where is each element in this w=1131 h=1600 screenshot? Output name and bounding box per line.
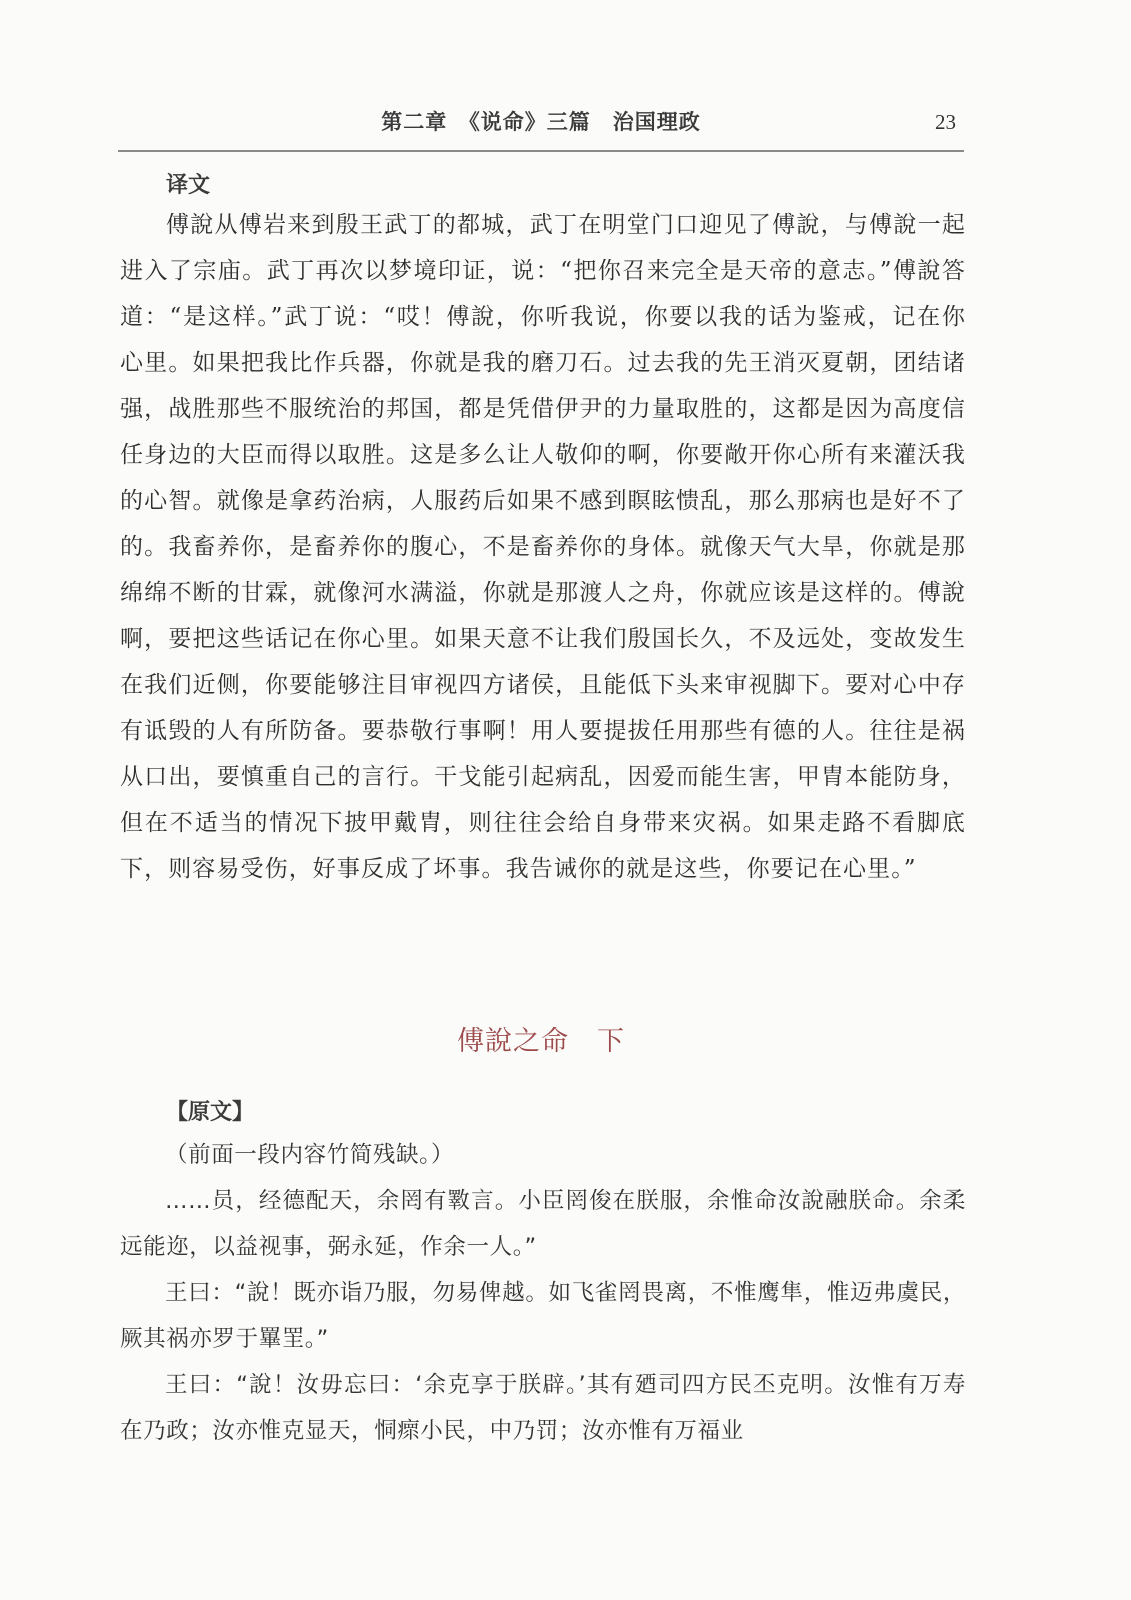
original-paragraph: （前面一段内容竹简残缺。） — [165, 1142, 455, 1168]
section-title: 傅說之命 下 — [457, 1026, 625, 1057]
original-text-label: 【原文】 — [166, 1100, 255, 1125]
translation-label: 译文 — [166, 173, 211, 198]
translation-paragraph: 傅說从傅岩来到殷王武丁的都城，武丁在明堂门口迎见了傅說，与傅說一起进入了宗庙。武丁再次以梦境印证，说：“把你召来完全是天帝的意志。”傅說答道：“是这样。”武丁说：“哎！傅說，你听我说，你要以我的话为鉴戒，记在你心里。如果把我比作兵器，你就是我的磨刀石。过去我的先王消灭夏朝，团结诸强，战胜那些不服统治的邦国，都是凭借伊尹的力量取胜的，这都是因为高度信任身边的大臣而得以取胜。这是多么让人敬仰的啊，你要敞开你心所有来灌沃我的心智。就像是拿药治病，人服药后如果不感到瞑眩愦乱，那么那病也是好不了的。我畜养你，是畜养你的腹心，不是畜养你的身体。就像天气大旱，你就是那绵绵不断的甘霖，就像河水满溢，你就是那渡人之舟，你就应该是这样的。傅說啊，要把这些话记在你心里。如果天意不让我们殷国长久，不及远处，变故发生在我们近侧，你要能够注目审视四方诸侯，且能低下头来审视脚下。要对心中存有诋毁的人有所防备。要恭敬行事啊！用人要提拔任用那些有德的人。往往是祸从口出，要慎重自己的言行。干戈能引起病乱，因爱而能生害，甲胄本能防身，但在不适当的情况下披甲戴胄，则往往会给自身带来灾祸。如果走路不看脚底下，则容易受伤，好事反成了坏事。我告诫你的就是这些，你要记在心里。” — [120, 212, 966, 882]
page-number: 23 — [935, 110, 956, 134]
original-paragraph: 王曰：“說！既亦诣乃服，勿易俾越。如飞雀罔畏离，不惟鹰隼，惟迈弗虞民，厥其祸亦罗于罼罜。” — [120, 1280, 966, 1352]
original-text-body — [120, 1132, 966, 1454]
running-header — [118, 100, 964, 152]
chapter-title: 第二章 《说命》三篇 治国理政 — [381, 110, 701, 134]
original-paragraph: ……员，经德配天，余罔有斁言。小臣罔俊在朕服，余惟命汝說融朕命。余柔远能迩，以益视事，弼永延，作余一人。” — [120, 1188, 966, 1260]
translation-body — [120, 202, 966, 892]
original-paragraph: 王曰：“說！汝毋忘曰：‘余克享于朕辟。’其有廼司四方民丕克明。汝惟有万寿在乃政；汝亦惟克显天，恫瘝小民，中乃罚；汝亦惟有万福业 — [120, 1372, 966, 1444]
